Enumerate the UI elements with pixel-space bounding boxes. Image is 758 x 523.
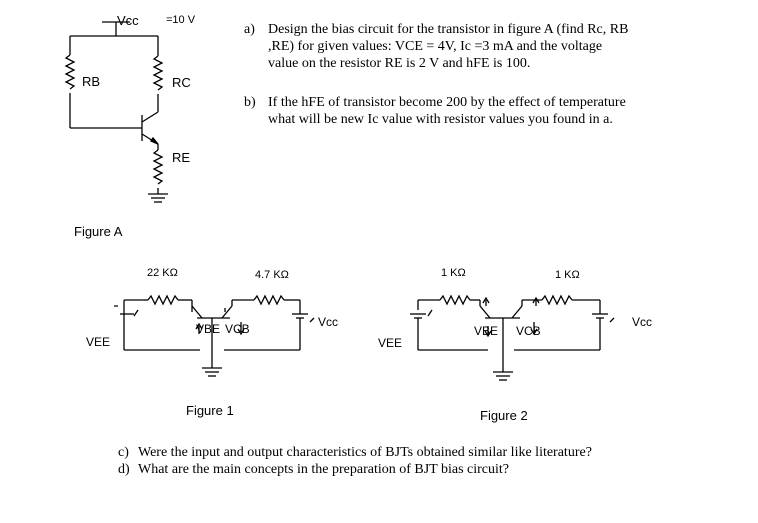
figure-1-r1-label: 22 KΩ [147, 267, 178, 279]
question-a-line-2: ,RE) for given values: VCE = 4V, Ic =3 mA and the voltage [268, 39, 603, 54]
question-a [244, 22, 744, 74]
question-d-text: What are the main concepts in the preparation of BJT bias circuit? [138, 462, 509, 477]
question-c [118, 445, 738, 461]
question-b-line-1: If the hFE of transistor become 200 by the effect of temperature [268, 95, 626, 110]
figure-2-schematic [410, 296, 614, 380]
question-b [244, 95, 744, 131]
question-a-tag: a) [244, 22, 255, 37]
question-d-tag: d) [118, 462, 130, 477]
question-d [118, 462, 738, 478]
vcc-value: =10 V [166, 14, 196, 26]
question-b-tag: b) [244, 95, 256, 110]
figure-1-r2-label: 4.7 KΩ [255, 269, 289, 281]
re-label: RE [172, 150, 191, 165]
figure-a-caption: Figure A [74, 224, 123, 239]
figure-2-vbe-label: VBE [474, 324, 499, 338]
figure-2-vee-label: VEE [378, 336, 403, 350]
figure-2-r2-label: 1 KΩ [555, 269, 580, 281]
figure-a-schematic [66, 22, 168, 202]
figure-1-vbe-label: VBE [196, 322, 221, 336]
rb-label: RB [82, 74, 101, 89]
figure-1-vee-label: VEE [86, 335, 111, 349]
figure-1-schematic [114, 296, 314, 376]
question-b-line-2: what will be new Ic value with resistor values you found in a. [268, 112, 613, 127]
vcc-label: Vcc [117, 13, 139, 28]
figure-1-vcb-label: VCB [225, 322, 250, 336]
figure-1-caption: Figure 1 [186, 403, 234, 418]
figure-1-vcc-label: Vcc [318, 315, 339, 329]
rc-label: RC [172, 75, 191, 90]
figure-2-r1-label: 1 KΩ [441, 267, 466, 279]
question-a-line-3: value on the resistor RE is 2 V and hFE is 100. [268, 56, 531, 71]
question-c-tag: c) [118, 445, 129, 460]
figure-2-vcc-label: Vcc [632, 315, 653, 329]
figure-2-caption: Figure 2 [480, 408, 528, 423]
question-a-line-1: Design the bias circuit for the transistor in figure A (find Rc, RB [268, 22, 629, 37]
figure-2-vcb-label: VCB [516, 324, 541, 338]
question-c-text: Were the input and output characteristics of BJTs obtained similar like literature? [138, 445, 592, 460]
